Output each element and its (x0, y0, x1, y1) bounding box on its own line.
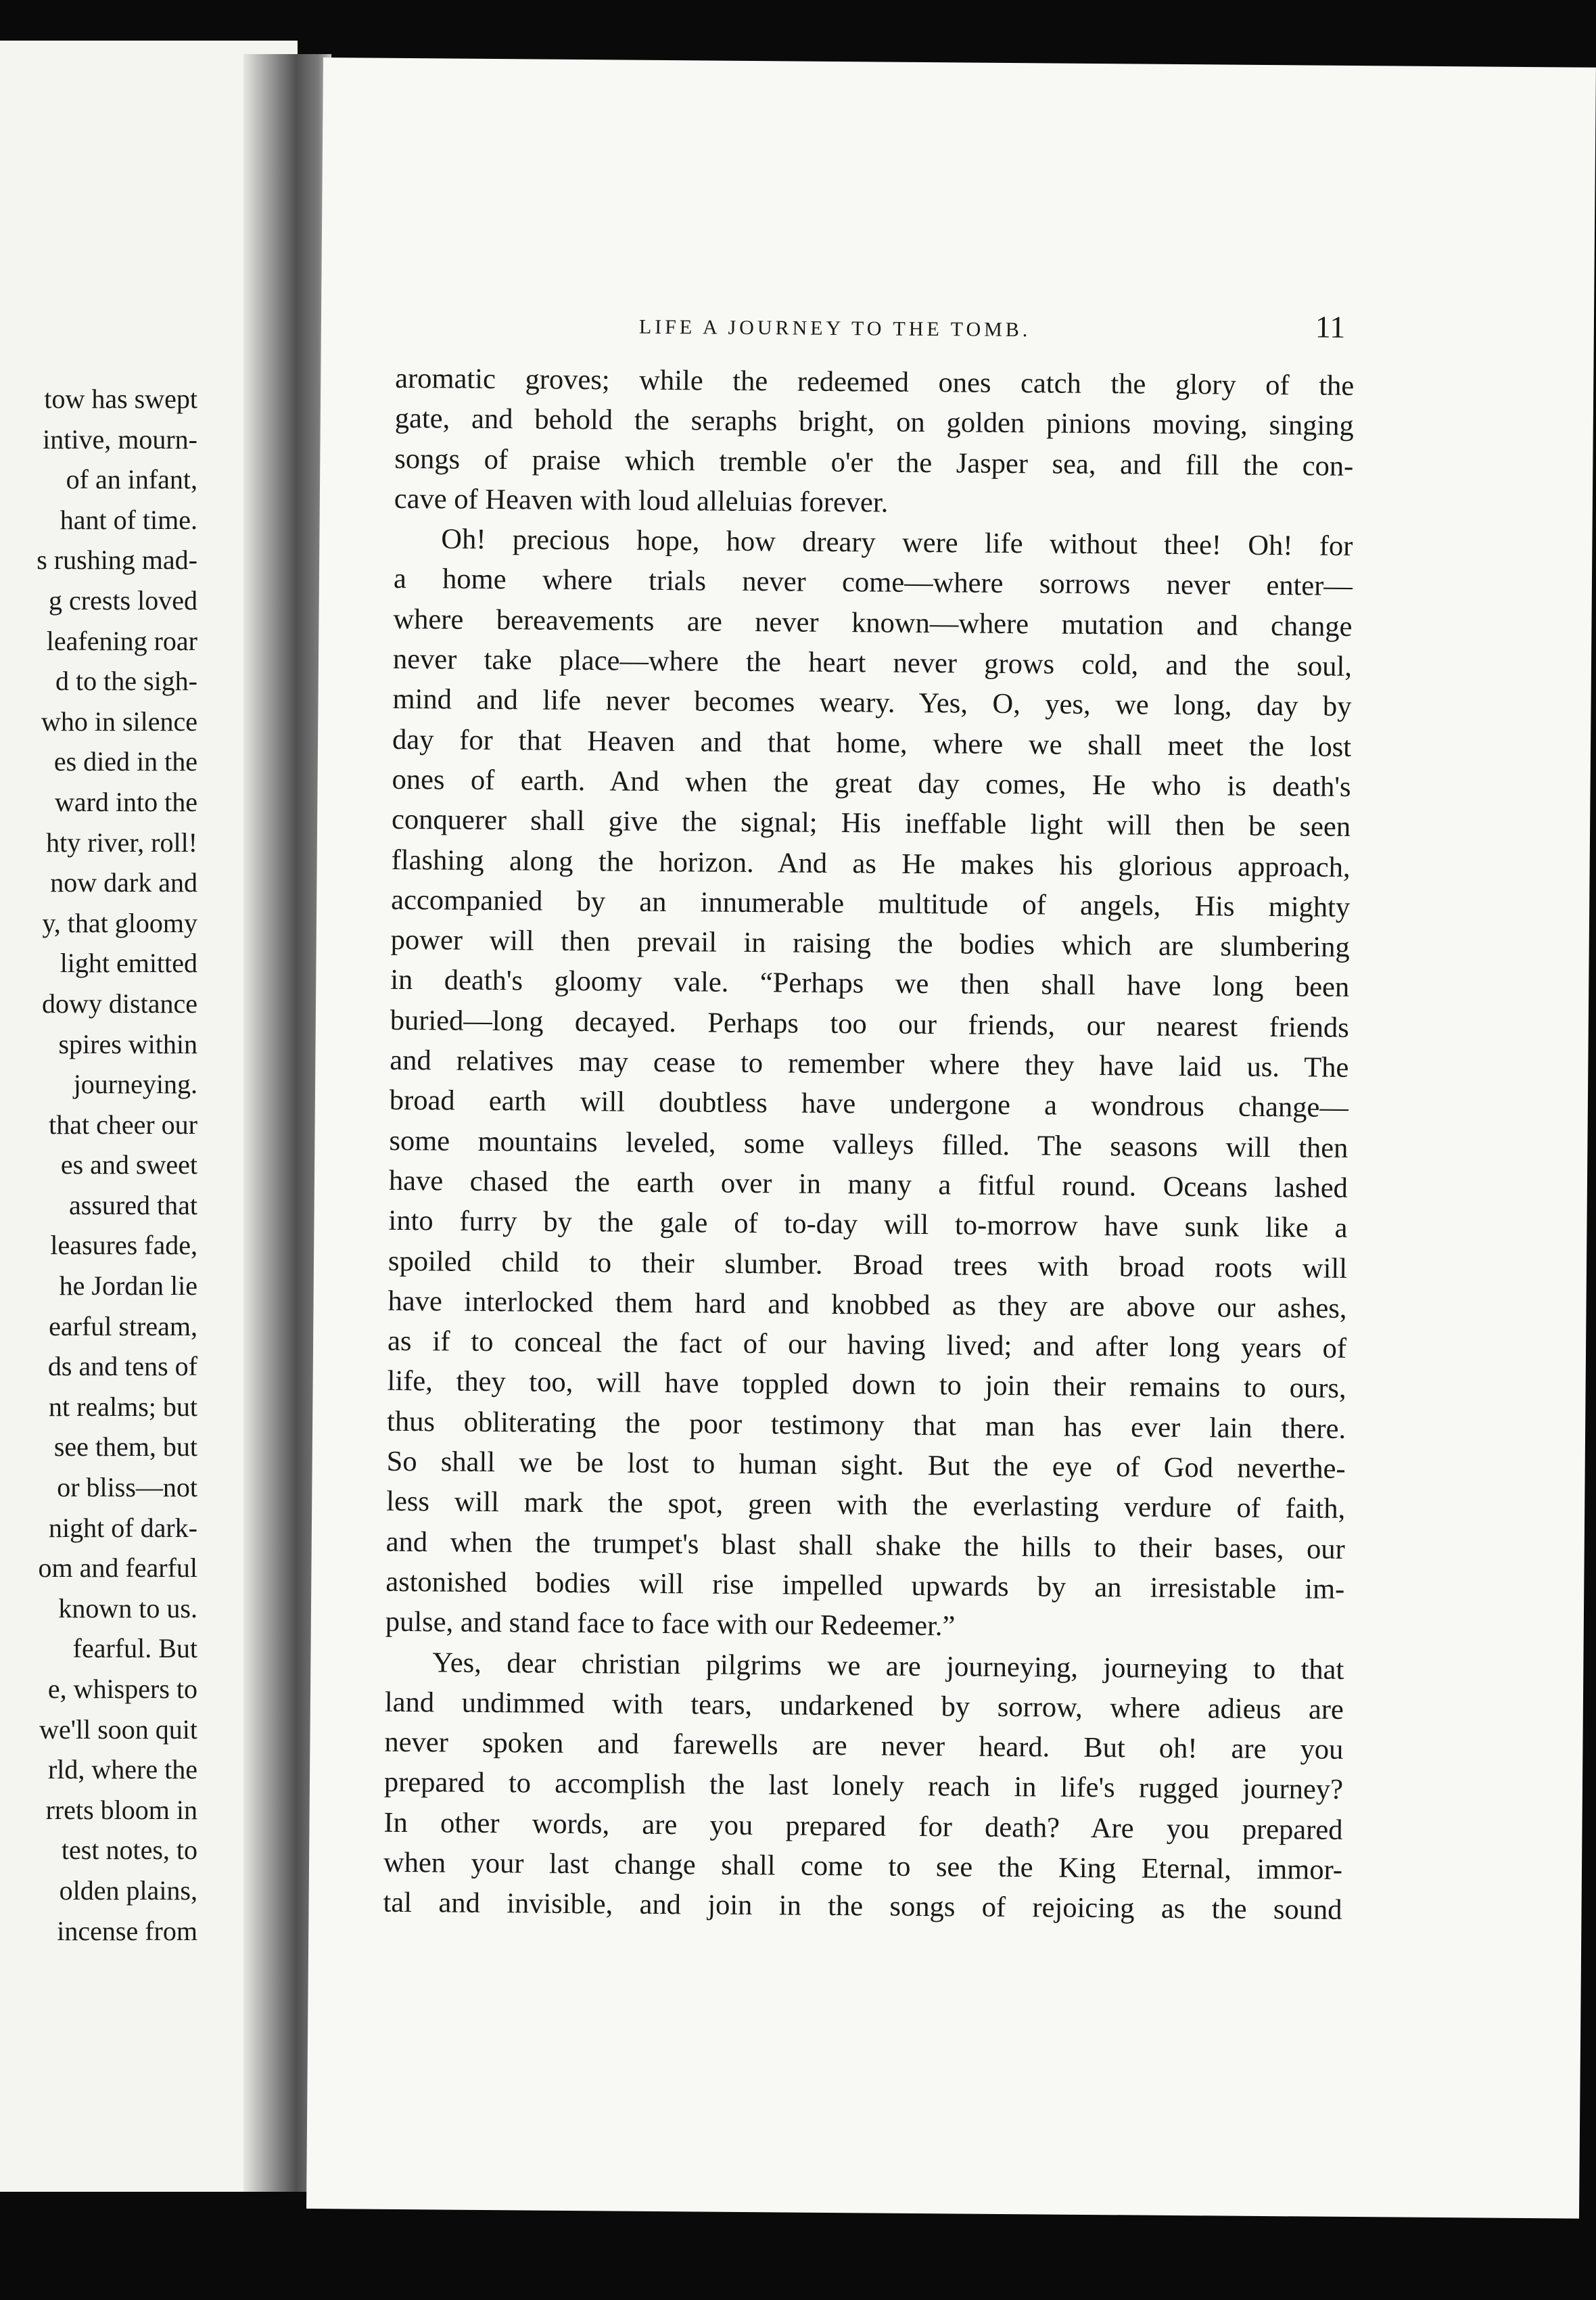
left-line: dowy distance (42, 988, 197, 1019)
left-line: fearful. But (72, 1633, 197, 1664)
text-line: tal and invisible, and join in the songs of rejoicing as the sound (383, 1887, 1342, 1927)
left-line: rld, where the (47, 1754, 197, 1785)
left-line: who in silence (41, 706, 197, 737)
left-page-text (37, 379, 197, 1951)
left-line: olden plains, (59, 1874, 197, 1906)
left-line: hty river, roll! (46, 827, 197, 858)
text-line: So shall we be lost to human sight. But the eye of God neverthe- (386, 1445, 1346, 1485)
text-line: as if to conceal the fact of our having lived; and after long years of (387, 1325, 1347, 1365)
left-line: y, that gloomy (42, 907, 197, 938)
text-line: and relatives may cease to remember where they have laid us. The (390, 1044, 1349, 1084)
left-line: of an infant, (66, 464, 197, 495)
left-line: journeying. (73, 1069, 197, 1100)
left-line: es died in the (53, 746, 197, 777)
text-line: conquerer shall give the signal; His ineffable light will then be seen (391, 804, 1351, 844)
left-line: ds and tens of (47, 1351, 197, 1382)
left-line: we'll soon quit (39, 1714, 197, 1745)
text-line: have chased the earth over in many a fitful round. Oceans lashed (388, 1164, 1348, 1204)
text-line: in death's gloomy vale. “Perhaps we then shall have long been (390, 964, 1350, 1004)
left-line: known to us. (58, 1592, 197, 1624)
text-line: thus obliterating the poor testimony that man has ever lain there. (386, 1405, 1346, 1445)
text-line: have interlocked them hard and knobbed as they are above our ashes, (388, 1285, 1347, 1325)
text-line: never spoken and farewells are never heard. But oh! are you (384, 1726, 1344, 1766)
left-line: leasures fade, (50, 1230, 197, 1261)
text-line: into furry by the gale of to-day will to-morrow have sunk like a (388, 1205, 1348, 1245)
text-line: a home where trials never come—where sorrows never enter— (393, 563, 1353, 603)
text-line: where bereavements are never known—where mutation and change (393, 603, 1353, 643)
text-line: songs of praise which tremble o'er the Jasper sea, and fill the con- (394, 442, 1354, 482)
text-line: less will mark the spot, green with the everlasting verdure of faith, (386, 1486, 1346, 1525)
text-line: cave of Heaven with loud alleluias forever. (394, 482, 889, 519)
left-line: g crests loved (49, 584, 197, 616)
text-line: aromatic groves; while the redeemed ones catch the glory of the (395, 362, 1355, 402)
text-line: ones of earth. And when the great day comes, He who is death's (392, 763, 1351, 803)
left-line: see them, but (53, 1431, 197, 1463)
text-line: buried—long decayed. Perhaps too our friends, our nearest friends (390, 1004, 1349, 1044)
left-line: om and fearful (38, 1552, 197, 1584)
text-line: broad earth will doubtless have undergone a wondrous change— (389, 1084, 1349, 1124)
page-number: 11 (1315, 309, 1346, 344)
text-line: prepared to accomplish the last lonely reach in life's rugged journey? (383, 1766, 1344, 1806)
text-line: mind and life never becomes weary. Yes, O, yes, we long, day by (392, 683, 1352, 723)
text-line: land undimmed with tears, undarkened by sorrow, where adieus are (384, 1686, 1344, 1726)
text-line: spoiled child to their slumber. Broad trees with broad roots will (388, 1245, 1348, 1285)
text-line: some mountains leveled, some valleys filled. The seasons will then (389, 1124, 1348, 1164)
text-line: power will then prevail in raising the bodies which are slumbering (390, 923, 1350, 964)
running-head: LIFE A JOURNEY TO THE TOMB. (638, 315, 1031, 342)
left-line: hant of time. (60, 504, 197, 535)
right-page (306, 58, 1596, 2219)
text-line: Oh! precious hope, how dreary were life without thee! Oh! for (441, 523, 1353, 563)
text-line: Yes, dear christian pilgrims we are journeying, journeying to that (432, 1646, 1344, 1686)
left-line: es and sweet (60, 1149, 197, 1180)
left-line: ward into the (54, 786, 197, 817)
text-line: when your last change shall come to see the King Eternal, immor- (383, 1846, 1343, 1886)
text-line: pulse, and stand face to face with our Redeemer.” (385, 1605, 956, 1642)
left-line: light emitted (60, 948, 197, 979)
left-line: s rushing mad- (37, 545, 197, 576)
left-line: test notes, to (61, 1835, 197, 1866)
left-line: now dark and (50, 867, 197, 898)
text-line: flashing along the horizon. And as He makes his glorious approach, (391, 844, 1351, 883)
left-line: e, whispers to (47, 1674, 197, 1704)
text-line: life, they too, will have toppled down to join their remains to ours, (387, 1365, 1346, 1405)
left-line: earful stream, (49, 1310, 197, 1341)
left-line: night of dark- (49, 1512, 197, 1543)
left-line: leafening roar (46, 625, 197, 656)
left-line: assured that (69, 1189, 197, 1220)
left-line: nt realms; but (49, 1391, 197, 1422)
page-body-text (383, 359, 1354, 1931)
text-line: never take place—where the heart never grows cold, and the soul, (392, 643, 1353, 683)
left-line: d to the sigh- (55, 666, 197, 697)
text-line: gate, and behold the seraphs bright, on golden pinions moving, singing (394, 402, 1354, 442)
text-line: and when the trumpet's blast shall shake the hills to their bases, our (385, 1525, 1345, 1565)
text-line: astonished bodies will rise impelled upwards by an irresistable im- (385, 1565, 1345, 1605)
left-line: or bliss—not (57, 1472, 197, 1503)
text-line: In other words, are you prepared for death? Are you prepared (383, 1806, 1343, 1846)
text-line: day for that Heaven and that home, where we shall meet the lost (392, 723, 1352, 763)
left-line: incense from (57, 1915, 197, 1946)
text-line: accompanied by an innumerable multitude of angels, His mighty (391, 883, 1351, 923)
left-line: he Jordan lie (59, 1270, 197, 1302)
left-line: rrets bloom in (45, 1794, 197, 1825)
left-line: intive, mourn- (43, 423, 197, 455)
left-line: tow has swept (44, 384, 197, 414)
left-line: that cheer our (49, 1109, 197, 1140)
left-line: spires within (58, 1028, 197, 1059)
